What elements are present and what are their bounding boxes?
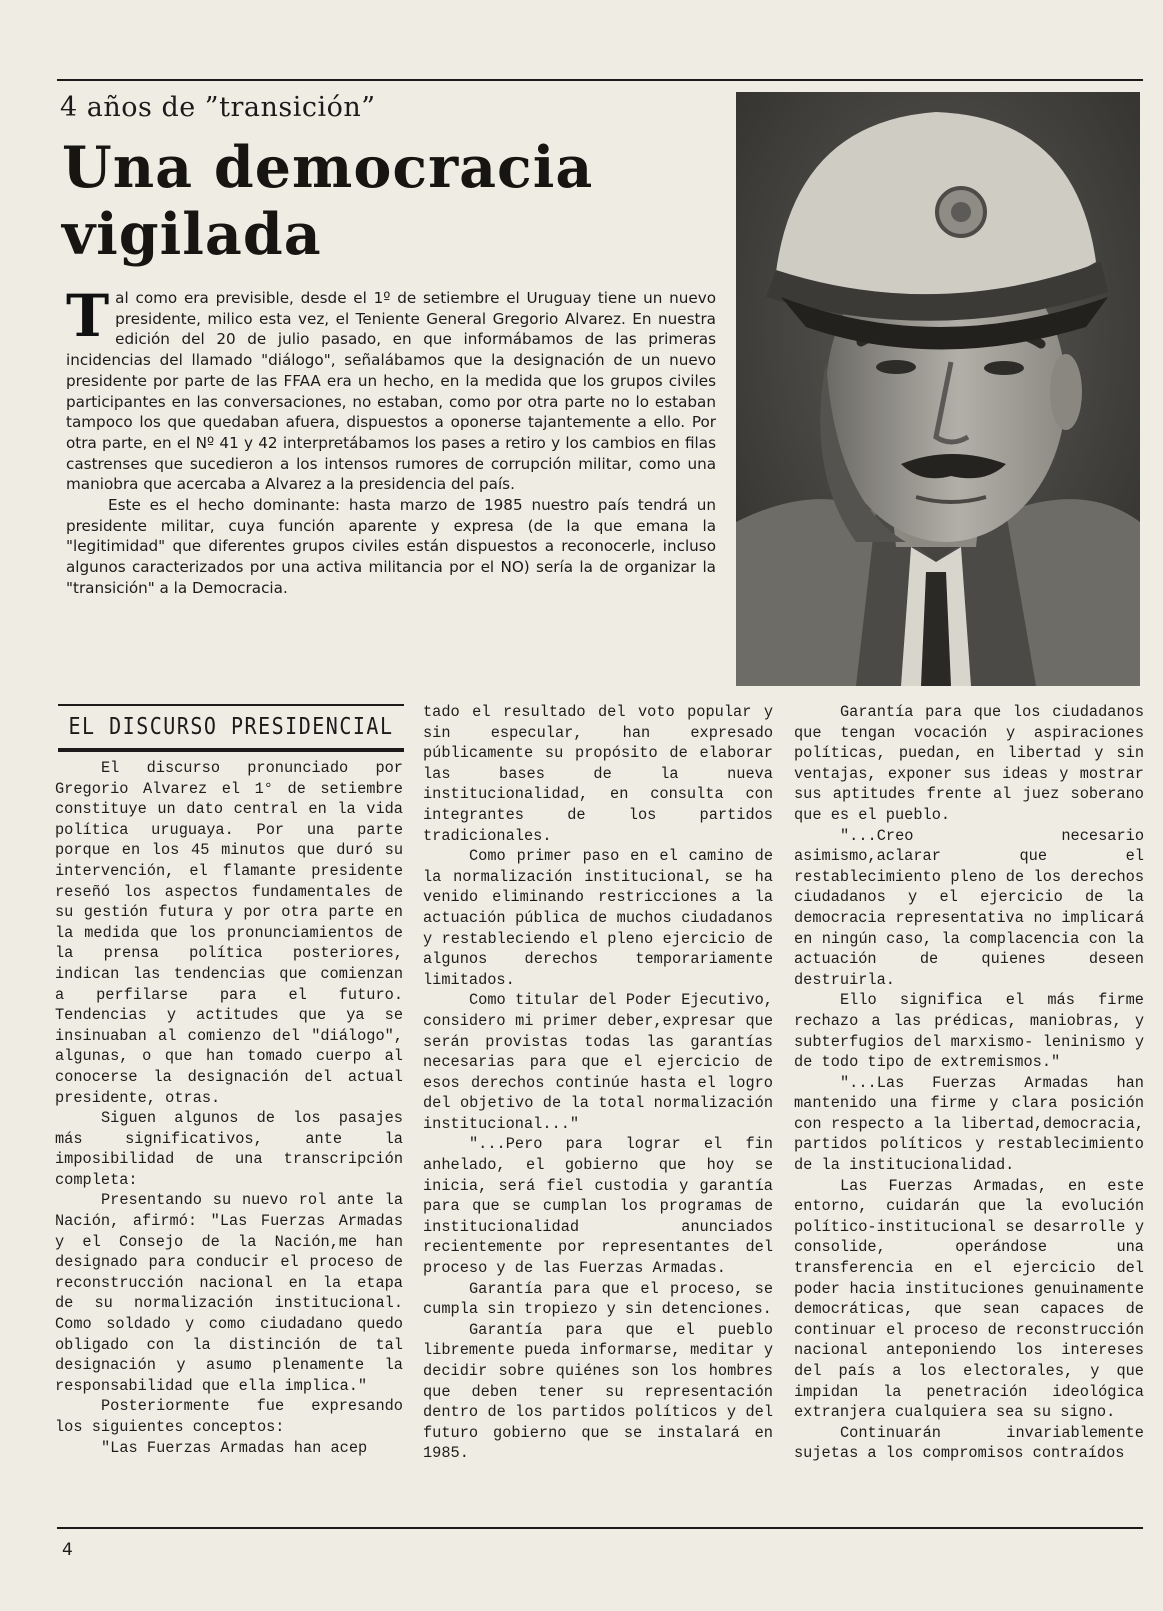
col1-paragraph: El discurso pronunciado por Gregorio Alvarez el 1° de setiembre constituye un dato central en la vida política uruguaya. Por una parte porque en los 45 minutos que duró su intervención, el flamante presidente reseñó los aspectos fundamentales de su gestión futura y por otra parte en la medida que los pronunciamientos de la prensa política posteriores, indican las tendencias que comienzan a perfilarse para el futuro. Tendencias y actitudes que ya se insinuaban al comienzo del "diálogo", algunas, o que han tomado cuerpo al conocerse la designación del actual presidente, otras. (55, 759, 403, 1107)
headline-line-2: vigilada (62, 201, 322, 268)
lede-text-1: al como era previsible, desde el 1º de setiembre el Uruguay tiene un nuevo presidente, milico esta vez, el Teniente General Gregorio Alvarez. En nuestra edición del 20 de julio pasado, en que informábamos de las primeras incidencias del llamado "diálogo", señalábamos que la designación de un nuevo presidente por parte de las FFAA era un hecho, en la medida que los grupos civiles participantes en las conversaciones, no estaban, como por otra parte no lo estaban tampoco los que quedaban afuera, dispuestos a oponerse tajantemente a ello. Por otra parte, en el Nº 41 y 42 interpretábamos los pases a retiro y los cambios en filas castrenses que sucedieron a los intensos rumores de corrupción militar, como una maniobra que acercaba a Alvarez a la presidencia del país. (66, 289, 716, 494)
col1-paragraph: Presentando su nuevo rol ante la Nación, afirmó: "Las Fuerzas Armadas y el Consejo de la Nación,me han designado para conducir el proceso de reconstrucción nacional en la etapa de su normalización institucional. Como soldado y como ciudadano quedo obligado con la distinción de tal designación y asumo plenamente la responsabilidad que ella implica." (55, 1191, 403, 1395)
bottom-rule (57, 1527, 1143, 1529)
column-1 (55, 758, 403, 1458)
drop-cap: T (66, 282, 110, 350)
headline-line-1: Una democracia (62, 134, 594, 201)
col2-paragraph: "...Pero para lograr el fin anhelado, el gobierno que hoy se inicia, será fiel custodia y garantía para que se cumplan los programas de institucionalidad anunciados recientemente por representantes del proceso y de las Fuerzas Armadas. (423, 1135, 773, 1278)
page-number: 4 (62, 1540, 73, 1560)
section-heading: EL DISCURSO PRESIDENCIAL (68, 712, 394, 740)
col2-paragraph: Garantía para que el pueblo libremente pueda informarse, meditar y decidir sobre quiénes son los hombres que deben tener su representación dentro de los partidos políticos y del futuro gobierno que se instalará en 1985. (423, 1320, 773, 1463)
article-headline (62, 134, 702, 268)
column-2 (423, 702, 773, 1464)
article-lede (66, 282, 716, 599)
col3-paragraph: "...Las Fuerzas Armadas han mantenido una firme y clara posición con respecto a la libertad,democracia, partidos políticos y restablecimiento de la institucionalidad. (794, 1073, 1144, 1175)
col2-paragraph: Garantía para que el proceso, se cumpla sin tropiezo y sin detenciones. (423, 1279, 773, 1319)
col1-paragraph: Posteriormente fue expresando los siguientes conceptos: (55, 1397, 403, 1436)
col2-paragraph: Como primer paso en el camino de la normalización institucional, se ha venido eliminando restricciones a la actuación pública de muchos ciudadanos y restableciendo el pleno ejercicio de algunos derechos temporariamente limitados. (423, 847, 773, 989)
top-rule (57, 79, 1143, 81)
portrait-illustration (736, 92, 1140, 686)
col3-paragraph: Continuarán invariablemente sujetas a los compromisos contraídos (794, 1423, 1144, 1463)
column-3 (794, 702, 1144, 1464)
col1-paragraph: "Las Fuerzas Armadas han acep (101, 1438, 368, 1457)
col1-paragraph: Siguen algunos de los pasajes más significativos, ante la imposibilidad de una transcripción completa: (55, 1109, 403, 1189)
article-kicker: 4 años de ”transición” (60, 92, 376, 123)
col3-paragraph: Garantía para que los ciudadanos que tengan vocación y aspiraciones políticas, puedan, en libertad y sin ventajas, exponer sus ideas y mostrar sus aptitudes frente al juez soberano que es el pueblo. (794, 703, 1144, 824)
col3-paragraph: Las Fuerzas Armadas, en este entorno, cuidarán que la evolución político-institucional se desarrolle y consolide, operándose una transferencia en el ejercicio del poder hacia instituciones genuinamente democráticas, que sean capaces de continuar el proceso de reconstrucción nacional anteponiendo los intereses del país a los electorales, y que impidan la penetración ideológica extranjera cualquiera sea su signo. (794, 1176, 1144, 1422)
officer-portrait-photo (736, 92, 1140, 686)
col2-paragraph: tado el resultado del voto popular y sin especular, han expresado públicamente su propósito de elaborar las bases de la nueva institucionalidad, en consulta con integrantes de los partidos tradicionales. (423, 703, 773, 845)
col3-paragraph: Ello significa el más firme rechazo a las prédicas, maniobras, y subterfugios del marxismo- leninismo y de todo tipo de extremismos." (794, 991, 1144, 1072)
section-rule-bottom (58, 748, 404, 752)
section-rule-top (58, 704, 404, 706)
col2-paragraph: Como titular del Poder Ejecutivo, considero mi primer deber,expresar que serán provistas todas las garantías necesarias para que el ejercicio de esos derechos continúe hasta el logro del objetivo de la total normalización institucional..." (423, 991, 773, 1133)
col3-paragraph: "...Creo necesario asimismo,aclarar que el restablecimiento pleno de los derechos ciudadanos y el ejercicio de la democracia representativa no implicará en ningún caso, la complacencia con la actuación de quienes deseen destruirla. (794, 826, 1144, 989)
lede-paragraph-1 (66, 282, 716, 495)
lede-paragraph-2: Este es el hecho dominante: hasta marzo de 1985 nuestro país tendrá un presidente militar, cuya función aparente y expresa (de la que emana la "legitimidad" que diferentes grupos civiles están dispuestos a reconocerle, incluso algunos caracterizados por una activa militancia por el NO) sería la de organizar la "transición" a la Democracia. (66, 496, 716, 597)
